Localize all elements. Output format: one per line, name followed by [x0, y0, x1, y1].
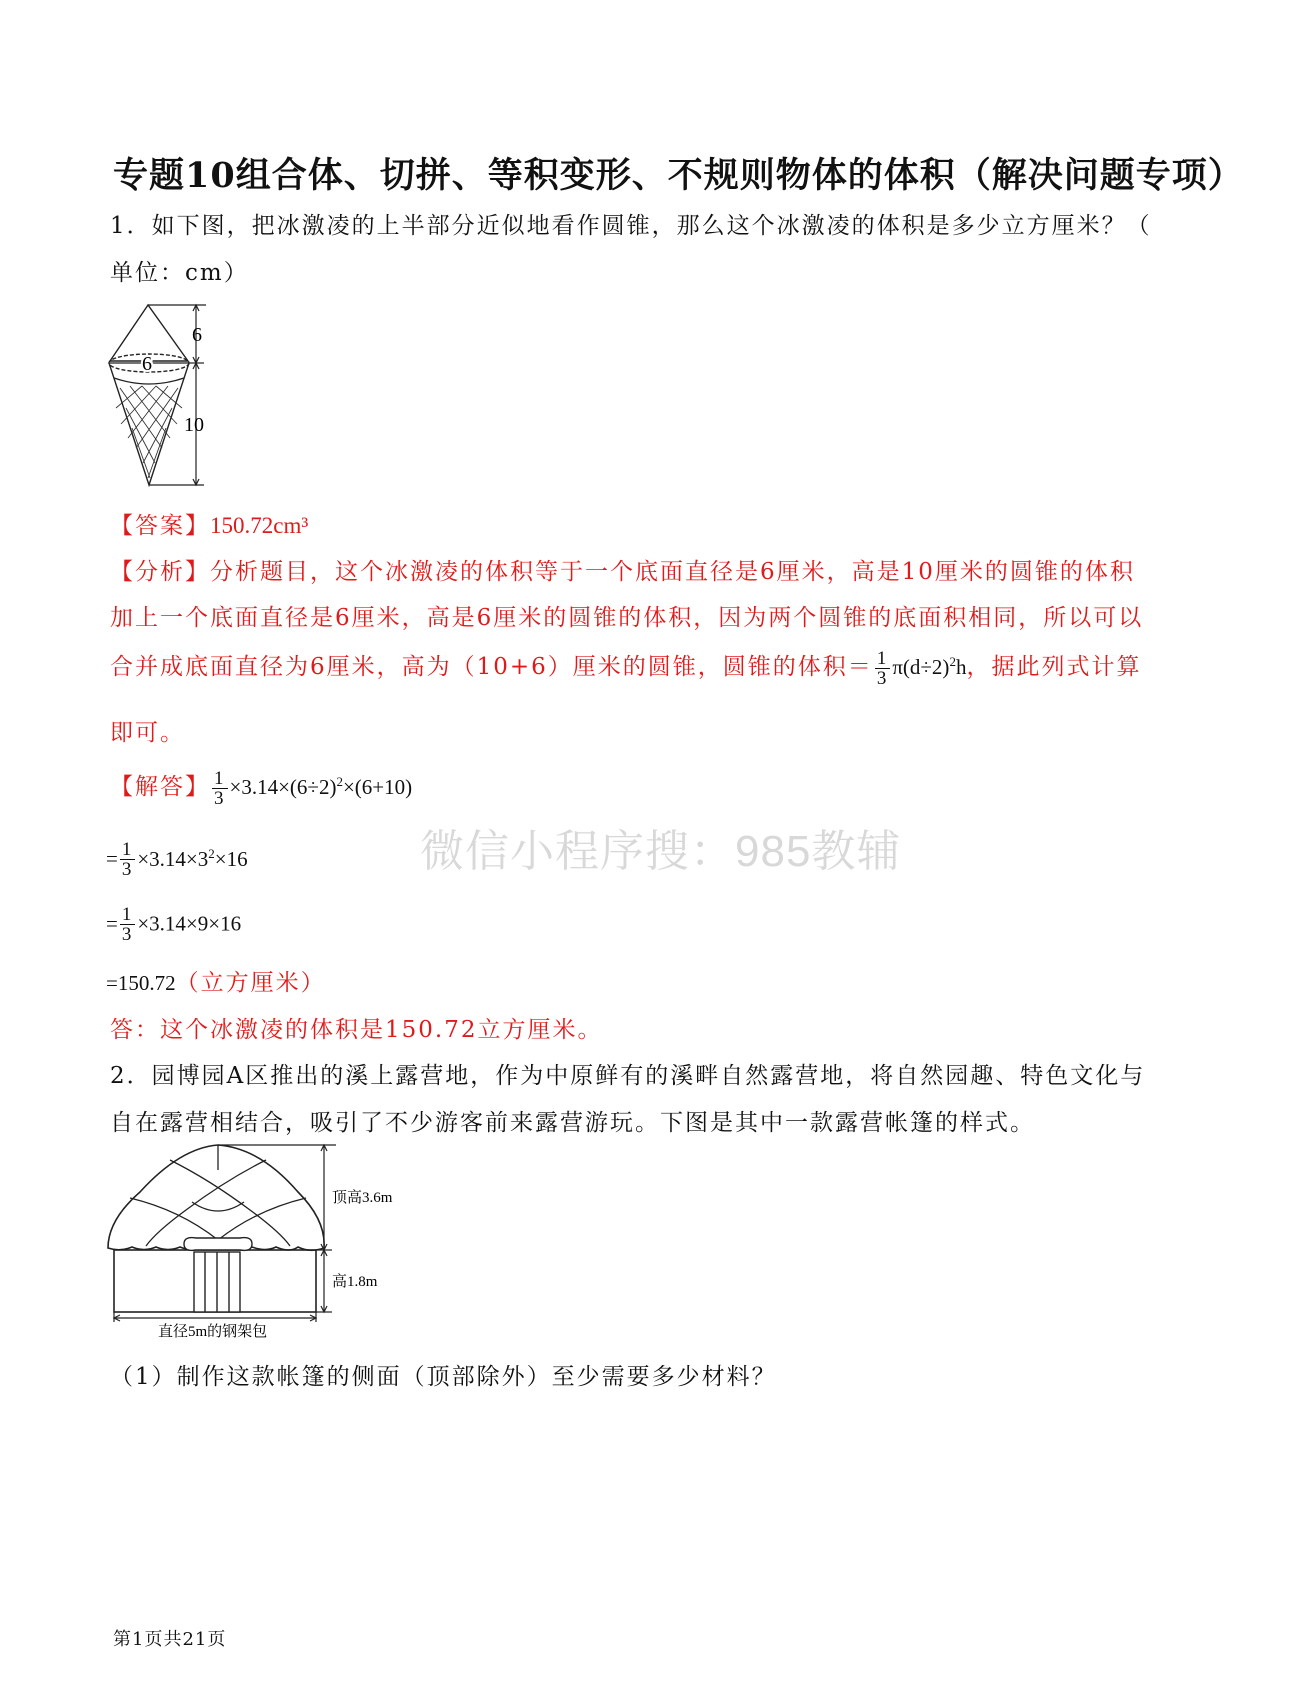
q1-line2: 单位：cm）	[110, 260, 249, 286]
formula-fraction: $\frac{1}{3}$	[876, 647, 889, 689]
answer-tag: 【答案】	[110, 513, 210, 539]
step3-fraction: $\frac{1}{3}$	[121, 904, 134, 945]
page-title: 专题10组合体、切拼、等积变形、不规则物体的体积（解决问题专项）	[113, 155, 1244, 196]
q2-line1: 2．园博园A区推出的溪上露营地，作为中原鲜有的溪畔自然露营地，将自然园趣、特色文化与	[110, 1063, 1146, 1089]
analysis-text3a: 合并成底面直径为6厘米，高为（10+6）厘米的圆锥，圆锥的体积＝	[110, 654, 873, 680]
step2-fraction: $\frac{1}{3}$	[121, 839, 134, 880]
solution-step4	[106, 964, 326, 997]
step4-unit: （立方厘米）	[175, 970, 326, 996]
q2-line2: 自在露营相结合，吸引了不少游客前来露营游玩。下图是其中一款露营帐篷的样式。	[110, 1110, 1035, 1136]
final-answer: 答：这个冰激凌的体积是150.72立方厘米。	[110, 1017, 603, 1043]
analysis-text1: 分析题目，这个冰激凌的体积等于一个底面直径是6厘米，高是10厘米的圆锥的体积	[210, 559, 1135, 585]
solution-step2: = $\frac{1}{3}$ $\times 3.14\times 3^2\times 16$	[106, 839, 248, 880]
tent-dome	[108, 1145, 324, 1250]
solution-step3: = $\frac{1}{3}$ ×3.14×9×16	[106, 904, 242, 945]
answer-value: 150.72cm³	[210, 513, 309, 538]
label-height: 高1.8m	[332, 1274, 378, 1290]
analysis-tag: 【分析】	[110, 559, 210, 585]
q2-sub1: （1）制作这款帐篷的侧面（顶部除外）至少需要多少材料？	[110, 1364, 777, 1390]
step3-expression: ×3.14×9×16	[137, 911, 242, 936]
solution-tag: 【解答】	[110, 774, 210, 800]
watermark: 微信小程序搜：985教辅	[420, 827, 902, 876]
label-bottom-height: 10	[184, 414, 204, 436]
analysis-line4: 即可。	[110, 720, 185, 746]
page-footer: 第1页共21页	[113, 1629, 227, 1650]
answer-line	[110, 507, 308, 540]
analysis-line1	[110, 553, 1135, 586]
ice-cream-figure	[100, 298, 230, 493]
label-top-height: 6	[192, 324, 202, 346]
label-top-height: 顶高3.6m	[332, 1190, 393, 1206]
step1-expression: $\times 3.14\times(6\div 2)^2\times(6+10)$	[229, 774, 413, 799]
step1-fraction: $\frac{1}{3}$	[214, 767, 226, 809]
step2-expression: $\times 3.14\times 3^2\times 16$	[137, 845, 248, 871]
analysis-text3b: ，据此列式计算	[966, 654, 1142, 680]
tent-figure	[100, 1140, 420, 1340]
label-diameter: 6	[142, 353, 152, 375]
tent-door	[184, 1238, 252, 1312]
analysis-line3	[110, 648, 1141, 688]
waffle-pattern	[116, 386, 182, 478]
formula-tail: $\pi(d\div 2)^2h$	[892, 654, 967, 679]
step4-value: =150.72	[106, 971, 176, 995]
solution-line1	[110, 768, 412, 808]
analysis-line2: 加上一个底面直径是6厘米，高是6厘米的圆锥的体积，因为两个圆锥的底面积相同，所以可以	[110, 605, 1144, 631]
q1-line1: 1．如下图，把冰激凌的上半部分近似地看作圆锥，那么这个冰激凌的体积是多少立方厘米？（	[110, 213, 1152, 239]
label-diameter: 直径5m的钢架包	[158, 1324, 268, 1340]
dome-pattern	[130, 1145, 306, 1246]
